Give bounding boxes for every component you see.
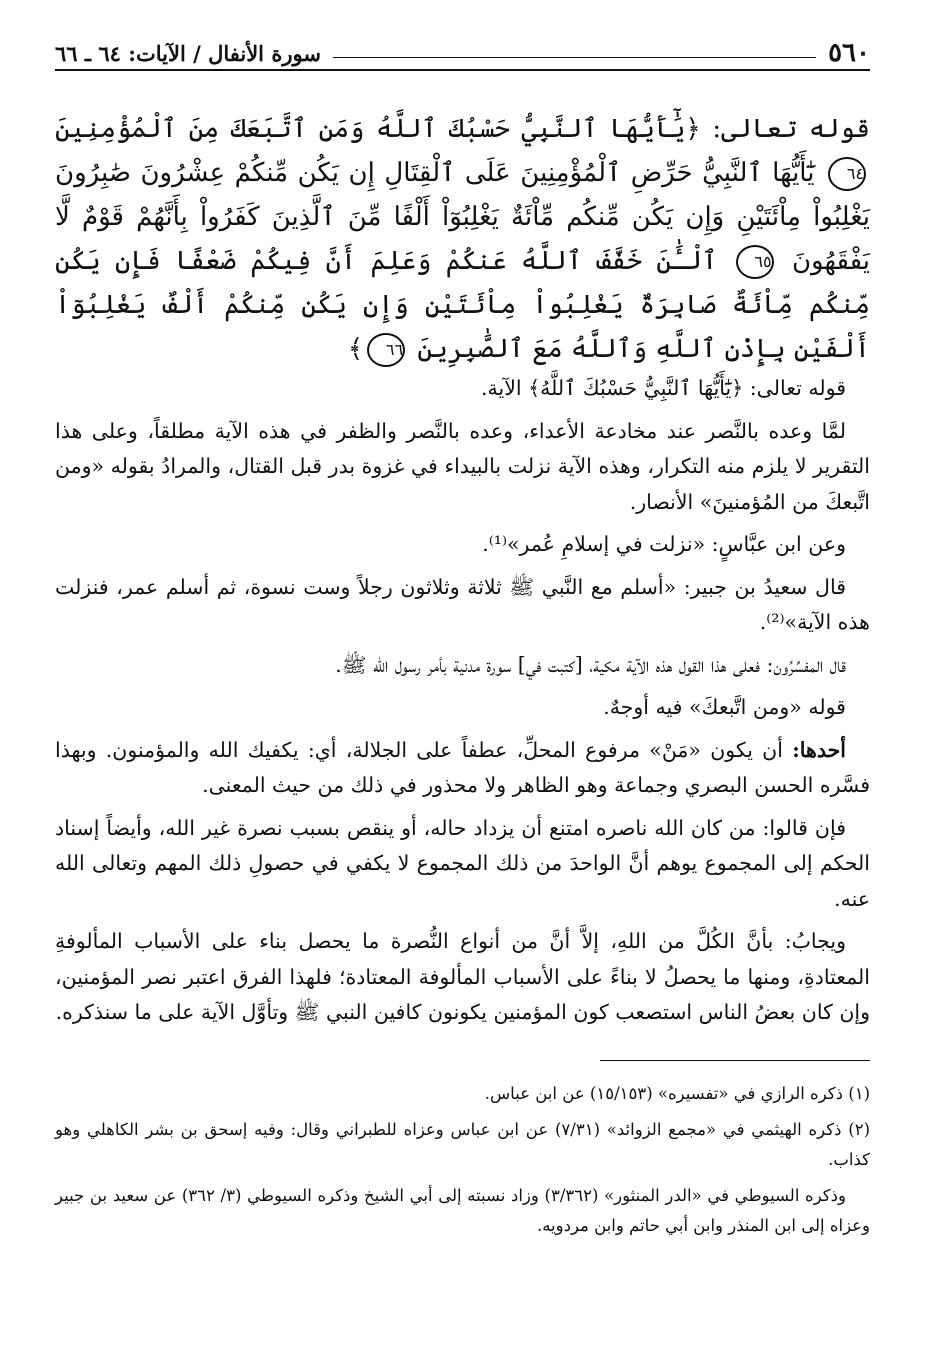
quran-close-bracket: ﴾ xyxy=(347,334,364,364)
book-page xyxy=(55,32,870,1247)
quran-segment: يَٰٓأَيُّهَا ٱلنَّبِيُّ حَسْبُكَ ٱللَّهُ وَمَنِ ٱتَّبَعَكَ مِنَ ٱلْمُؤْمِنِينَ xyxy=(55,114,686,144)
paragraph: قال سعيدُ بن جبير: «أسلم مع النَّبي ﷺ ثلاثة وثلاثون رجلاً وست نسوة، ثم أسلم عمر، فنزلت هذه الآية»⁽²⁾. xyxy=(55,574,870,634)
paragraph: قال المفسِّرُون: فعلى هذا القول هذه الآية مكية، [كتبت في] سورة مدنية بأمر رسول الله ﷺ. xyxy=(335,652,846,677)
ayah-number-marker: ٦٤ xyxy=(828,157,866,191)
commentary xyxy=(55,371,870,1031)
quran-open-bracket: ﴿ xyxy=(685,114,701,144)
header-rule xyxy=(333,57,816,58)
paragraph: قوله «ومن اتَّبعكَ» فيه أوجهٌ. xyxy=(603,695,846,719)
footnote: (٢) ذكره الهيثمي في «مجمع الزوائد» (٧/٣١) عن ابن عباس وعزاه للطبراني وقال: وفيه إسحق بن بشر الكاهلي وهو كذاب. xyxy=(55,1119,870,1169)
paragraph: قوله تعالى: ﴿يَٰٓأَيُّهَا ٱلنَّبِيُّ حَسْبُكَ ٱللَّهُ﴾ الآية. xyxy=(481,376,846,400)
footnote: وذكره السيوطي في «الدر المنثور» (٣/٣٦٢) وزاد نسبته إلى أبي الشيخ وذكره السيوطي (٣/ ٣٦٢) عن سعيد بن جبير وعزاه إلى ابن المنذر وابن أبي حاتم وابن مردويه. xyxy=(55,1185,870,1235)
paragraph: ويجابُ: بأنَّ الكُلَّ من اللهِ، إلاَّ أنَّ من أنواع النُّصرة ما يحصل بناء على الأسباب المألوفةِ المعتادةِ، ومنها ما يحصلُ لا بناءً على الأسباب المألوفة المعتادة؛ فلهذا الفرق اعتبر نصر المؤمنين، وإن كان بعضُ الناس استصعب كون المؤمنين يكونون كافين النبي ﷺ وتأوَّل الآية على ما سنذكره. xyxy=(55,929,870,1024)
quran-segment: ٱلْـَٰٔنَ خَفَّفَ ٱللَّهُ عَنكُمْ وَعَلِمَ أَنَّ فِيكُمْ ضَعْفًا فَإِن يَكُن مِّنكُم مِّاْئَةٌ صَابِرَةٌ يَغْلِبُواْ مِاْئَتَيْنِ وَإِن يَكُن مِّنكُمْ أَلْفٌ يَغْلِبُوٓاْ أَلْفَيْنِ بِإِذْنِ ٱللَّهِ وَٱللَّهُ مَعَ ٱلصَّٰبِرِينَ xyxy=(55,246,870,364)
running-title: سورة الأنفال / الآيات: ٦٤ ـ ٦٦ xyxy=(55,41,321,66)
paragraph: لمَّا وعده بالنَّصر عند مخادعة الأعداء، وعده بالنَّصر والظفر في هذه الآية مطلقاً، وعلى هذا التقرير لا يلزم منه التكرار، وهذه الآية نزلت بالبيداء في غزوة بدر قبل القتال، والمرادُ بقوله «ومن اتَّبعكَ من المُؤمنينَ» الأنصار. xyxy=(55,418,870,514)
page-number: ٥٦٠ xyxy=(828,38,870,68)
paragraph: وعن ابن عبَّاسٍ: «نزلت في إسلامِ عُمر»⁽¹⁾. xyxy=(482,532,846,556)
bold-lead: أحدها: xyxy=(792,737,846,762)
quran-verses xyxy=(55,107,870,371)
footnotes xyxy=(55,1079,870,1241)
paragraph xyxy=(55,733,870,804)
paragraph: فإن قالوا: من كان الله ناصره امتنع أن يزداد حاله، أو ينقص بسبب نصرة غير الله، وأيضاً إسناد الحكم إلى المجموع يوهم أنَّ الواحدَ من ذلك المجموع لا يكفي في حصولِ ذلك المهم وتعالى الله عنه. xyxy=(55,815,870,911)
paragraph-text: أن يكون «مَنْ» مرفوع المحلِّ، عطفاً على الجلالة، أي: يكفيك الله والمؤمنون. وبهذا فسَّره الحسن البصري وجماعة وهو الظاهر ولا محذور في ذلك من حيث المعنى. xyxy=(55,737,870,797)
page-header xyxy=(55,32,870,71)
quran-segment: يَٰٓأَيُّهَا ٱلنَّبِيُّ حَرِّضِ ٱلْمُؤْمِنِينَ عَلَى ٱلْقِتَالِ إِن يَكُن مِّنكُمْ عِشْرُونَ صَٰبِرُونَ يَغْلِبُواْ مِاْئَتَيْنِ وَإِن يَكُن مِّنكُم مِّاْئَةٌ يَغْلِبُوٓاْ أَلْفًا مِّنَ ٱلَّذِينَ كَفَرُواْ بِأَنَّهُمْ قَوْمٌ لَّا يَفْقَهُونَ xyxy=(55,158,870,276)
quran-lead: قوله تعالى: xyxy=(712,114,870,144)
footnote: (١) ذكره الرازي في «تفسيره» (١٥/١٥٣) عن ابن عباس. xyxy=(484,1083,870,1103)
ayah-number-marker: ٦٦ xyxy=(367,333,405,367)
footnote-separator xyxy=(600,1060,870,1061)
ayah-number-marker: ٦٥ xyxy=(736,245,774,279)
footnote-separator-wrap xyxy=(55,1038,870,1079)
